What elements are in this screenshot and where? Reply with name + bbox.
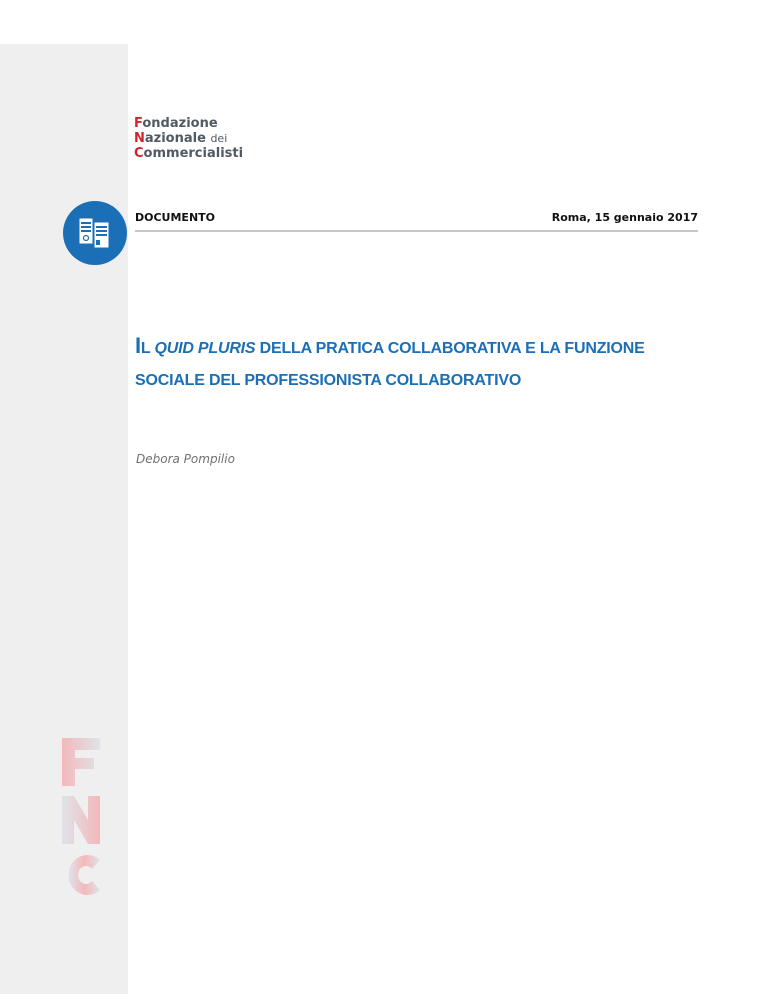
document-date: Roma, 15 gennaio 2017: [551, 211, 698, 224]
header-divider: [135, 230, 698, 232]
logo-line-3: Commercialisti: [134, 146, 244, 161]
author-name: Debora Pompilio: [136, 452, 235, 466]
fnc-watermark: [60, 738, 102, 905]
fnc-logo: [134, 116, 243, 161]
page-top-margin: [0, 0, 768, 44]
document-type-label: DOCUMENTO: [135, 211, 216, 224]
logo-line-1: Fondazione: [134, 116, 218, 131]
document-title: IL QUID PLURIS DELLA PRATICA COLLABORATIVA E LA FUNZIONE SOCIALE DEL PROFESSIONISTA COLLABORATIVO: [135, 333, 645, 389]
documents-icon: [63, 201, 127, 265]
logo-line-2: Nazionale dei: [134, 131, 228, 146]
